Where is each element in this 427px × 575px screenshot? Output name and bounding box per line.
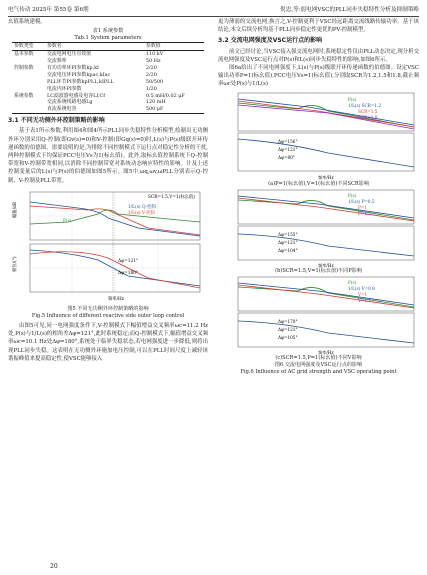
fig5-ylabel-bottom: 相位/(°) [13,256,18,272]
table-header-name: 参数名 [46,43,62,50]
cell-name: LC滤波器电感及电容Lf,Cf [46,92,106,99]
fig5-mag-label-q: 1/L(s) Q-控制 [128,204,156,210]
fig6a-scr18-curve [238,102,414,129]
right-column [218,18,419,376]
figure-5-caption-en: Fig.5 Influence of different reactive side outer loop control [31,312,185,319]
fig5-mag-label-v: 1/L(s) V-控制 [128,210,155,216]
fig6c-label-v08: 1/L(s) V=0.8 [348,285,375,291]
figure-6c-subcaption: (c)SCR=1.5,P=1(标幺值)不同V影响 [275,354,362,361]
header-title: 倪忠,等:弱电网VSC的PLL同步失稳特性分析及抑制策略 [280,7,419,13]
fig5-angle-label-1: Δφ=121° [118,258,139,264]
table-row [12,79,204,86]
cell-type [12,72,45,79]
cell-value: 1/20 [145,85,157,92]
table-row [12,58,204,65]
fig6b-angle-2: Δφ=121° [278,239,298,245]
fig6b-label-p12: P=1.2 [358,210,371,216]
fig6c-v08-curve [238,283,414,305]
fig6a-xlabel: 频率/Hz [318,174,334,180]
figure-6-caption: 图6 交流电网强度及VSC运行点的影响 [274,361,363,368]
table-row [12,65,204,72]
intro-text: 幺值系统建模。 [8,19,46,25]
cell-type [12,58,45,65]
fig5-top-label: SCR=1.5,V=1(标幺值) [148,194,195,200]
fig6b-label-p: P(s) [348,192,357,198]
table-row [12,99,204,106]
cell-value: 50/500 [145,78,164,85]
fig6c-phase-curve [238,318,414,343]
fig6b-angle-3: Δφ=104° [278,247,298,253]
table-row [12,72,204,79]
page-number: 20 [50,563,58,570]
figure-6c-bode-plot [218,275,419,355]
section-3-1-para1: 基于表1所示参数,利用图4和图4所示PLL同步失稳特性分析模型,绘制出无功侧外环分别采用Q-控制(即Gv(s)=0)和V-控制(即Gq(s)=0)时,L(s)与P(s)级联开环传递函数的伯德图。需要说明的是,为排除不同控制模式下运行点对稳定性分析的干扰,两种控制模式下均保证PCC电压Vs为1(标幺值)。此外,取标幺值控制系统下Q-控制带宽和V-控制带宽相同,以消除不同控制带宽对系统动态响应特性的影响。计及上述控制变量后的L(s)与P(s)的伯德图如图5所示。图5中,ωq,ωv,ωPLL分别表示Q-控制、V-控制及PLL带宽。 [8,128,208,184]
table-header-type: 参数类型 [14,43,34,50]
cell-name: 交流系统线路电感Lg [46,99,93,106]
cell-name: 电流内环PI参数 [46,85,82,92]
table-header-value: 参数值 [145,43,161,50]
fig6c-label-v1: V=1 [358,291,368,297]
left-column [8,18,208,363]
table-title-en: Tab.1 System parameters [74,35,142,42]
figure-5-bode-plot [8,188,208,306]
system-parameters-table [12,42,204,114]
fig6a-scr15-curve [238,101,414,127]
section-3-2-title: 3.2 交流电网强度及VSC运行点的影响 [218,37,323,45]
table-title-cn: 表1 系统参数 [92,28,124,35]
fig5-mag-label-p: P(s) [63,218,72,224]
cell-value: 2/20 [145,71,157,78]
cell-name: 有功功率环PI参数kp,kI [46,64,99,71]
fig6a-angle-3: Δφ=80° [278,154,295,160]
fig6b-phase-curve [238,231,414,256]
section-3-1-para2: 由图5可见,同一电网强度条件下,V-控制模式下幅值增益交叉频率ωc=11.2 Hz处,P(s)与1/L(s)的相角差Δφ=121°,此时系统稳定;而Q-控制模式下,幅值增益交叉频率ωc=10.1 Hz处Δφ=180°,系统处于临界失稳状态,若电网强度进一步降低,则将出现PLL同步失稳。这表明在无功侧外环施加电压控制,可以在PLL时间尺度上减轻该谐振峰值来提高稳定性,使VSC能够接入 [8,322,208,362]
figure-6a-subcaption: (a)P=1(标幺值),V=1(标幺值)不同SCR影响 [268,180,369,187]
cell-name: 交流频率 [46,58,67,65]
right-para3: 图6a给出了不同电网强度下,L(s)与P(s)级联开环传递函数的伯德图。设定VSC输出功率P=1(标幺值),PCC电压Vs=1(标幺值),分别取SCR为1.2,1.5和1.8,截止频率ωc处P(s)与1/L(s) [218,65,419,88]
fig6a-label-scr12: 1/L(s) SCR=1.2 [348,102,381,108]
cell-type: 基本参数 [14,51,34,58]
cell-value: 500 μF [145,106,164,113]
figure-6-caption-en: Fig.6 Influence of AC grid strength and VSC operating point [240,368,397,375]
cell-type: 控制参数 [14,64,34,71]
fig6a-angle-2: Δφ=121° [278,146,298,152]
fig6a-angle-1: Δφ=156° [278,138,298,144]
cell-name: 交流电网电压有效值 [46,51,92,58]
right-para2: 前文已经讨论,当VSC接入强交流电网时,系统稳定性仅由PLL动态决定,现分析交流电网强度及VSC运行点对P(s)和L(s)同步失稳特性的影响,如图6所示。 [218,48,419,63]
fig6c-angle-1: Δφ=170° [278,318,298,324]
fig6b-p05-curve [238,196,414,218]
fig6b-angle-1: Δφ=155° [278,231,298,237]
header-journal: 电气传动 2025年 第55卷 第6期 [8,7,89,13]
fig6b-label-p05: 1/L(s) P=0.5 [348,198,375,204]
cell-name: PLL环节PI参数kpPLL,kIPLL [46,78,114,85]
cell-type [12,79,45,86]
fig6a-p-curve [238,103,414,127]
fig6c-angle-3: Δφ=105° [278,334,298,340]
fig6c-label-v11: V=1.1 [358,297,372,303]
fig6c-label-p: P(s) [348,279,357,285]
table-row [12,106,204,113]
cell-value: 2/20 [145,64,157,71]
fig6c-xlabel: 频率/Hz [318,349,334,355]
cell-type [12,106,45,113]
figure-5-caption: 图5 不同无功侧外环控制策略的影响 [67,305,149,312]
fig6c-angle-2: Δφ=121° [278,326,298,332]
fig5-angle-label-2: Δφ=180° [118,270,139,276]
cell-value: 50 Hz [145,58,161,65]
table-row [12,93,204,100]
fig5-xlabel: 频率/Hz [108,296,125,302]
fig6a-label-scr15: SCR=1.5 [358,108,378,114]
fig6a-label-scr18: SCR=1.8 [358,114,378,120]
cell-name: 交流电压环PI参数kpac,kIac [46,71,111,78]
fig5-ylabel-top: 幅值/dB [13,201,18,218]
table-row [12,86,204,93]
figure-6a-bode-plot [218,91,419,181]
cell-value: 110 kV [145,51,164,58]
figure-6b-subcaption: (b)SCR=1.5,V=1(标幺值)不同P影响 [275,267,362,274]
fig6b-xlabel: 频率/Hz [318,262,334,268]
cell-type: 系统参数 [14,92,34,99]
cell-value: 0.5 mH/0.02 μF [145,92,185,99]
fig5-grid [30,192,200,292]
fig6b-label-p1: P=1 [358,204,367,210]
cell-name: 直流系统电容 [46,106,77,113]
fig6a-phase-curve [238,139,414,167]
right-para1: 更为薄弱的交流电网,换言之,V-控制更利于VSC经远距离交流线路传输功率。基于该结论,本文后续分析均基于PLL同步稳定性更优的PV-控制模型。 [218,19,419,34]
cell-type [12,86,45,93]
figure-6b-bode-plot [218,188,419,268]
running-header [8,4,419,17]
cell-type [12,99,45,106]
table-row [12,51,204,58]
fig6a-label-p: P(s) [348,96,357,102]
section-3-1-title: 3.1 不同无功侧外环控制策略的影响 [8,117,105,125]
cell-value: 120 mH [145,99,166,106]
